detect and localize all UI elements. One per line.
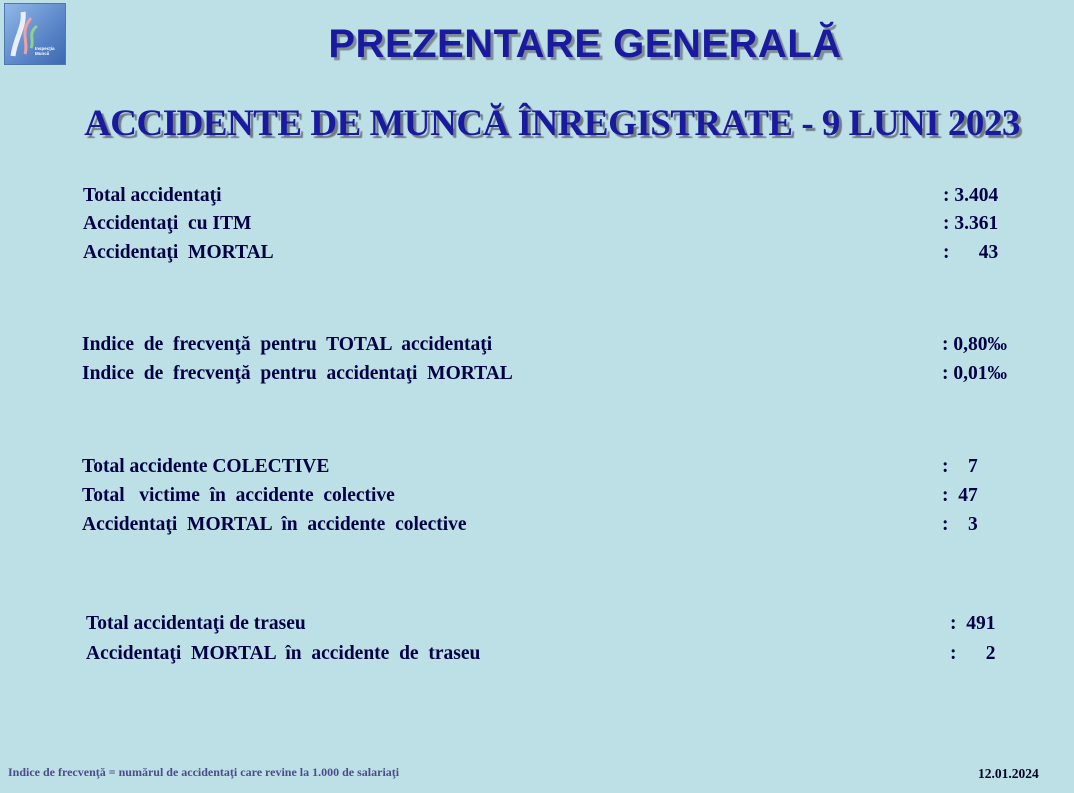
page-title: PREZENTARE GENERALĂ (328, 22, 842, 66)
logo-text-line2: Muncii (35, 51, 50, 56)
stat-value: : 47 (942, 485, 978, 506)
stat-value: : 491 (950, 613, 996, 634)
stat-value: : 2 (950, 643, 996, 664)
stat-value: : 0,01‰ (942, 363, 1007, 384)
logo-text-line1: Inspecţia (35, 46, 55, 51)
slide-date: 12.01.2024 (978, 766, 1039, 781)
footnote: Indice de frecvenţă = numărul de accidentaţi care revine la 1.000 de salariaţi (8, 765, 400, 779)
stat-label: Indice de frecvenţă pentru accidentaţi MORTAL (82, 363, 513, 384)
stat-label: Total victime în accidente colective (82, 485, 395, 506)
page-subtitle: ACCIDENTE DE MUNCĂ ÎNREGISTRATE - 9 LUNI 2023 (84, 103, 1020, 144)
stat-value: : 0,80‰ (942, 334, 1007, 355)
stat-value: : 7 (942, 456, 978, 477)
stat-label: Accidentaţi cu ITM (83, 213, 252, 234)
stat-value: : 43 (943, 242, 999, 263)
stat-label: Total accidentaţi de traseu (86, 613, 306, 634)
stat-label: Total accidente COLECTIVE (82, 456, 330, 477)
stat-label: Indice de frecvenţă pentru TOTAL accidentaţi (82, 334, 493, 355)
stat-value: : 3 (942, 514, 978, 535)
stat-label: Accidentaţi MORTAL în accidente de traseu (86, 643, 481, 664)
stat-label: Total accidentaţi (83, 185, 222, 206)
stat-label: Accidentaţi MORTAL în accidente colective (82, 514, 467, 535)
stat-value: : 3.361 (943, 213, 999, 234)
stat-label: Accidentaţi MORTAL (83, 242, 274, 263)
stat-value: : 3.404 (943, 185, 999, 206)
